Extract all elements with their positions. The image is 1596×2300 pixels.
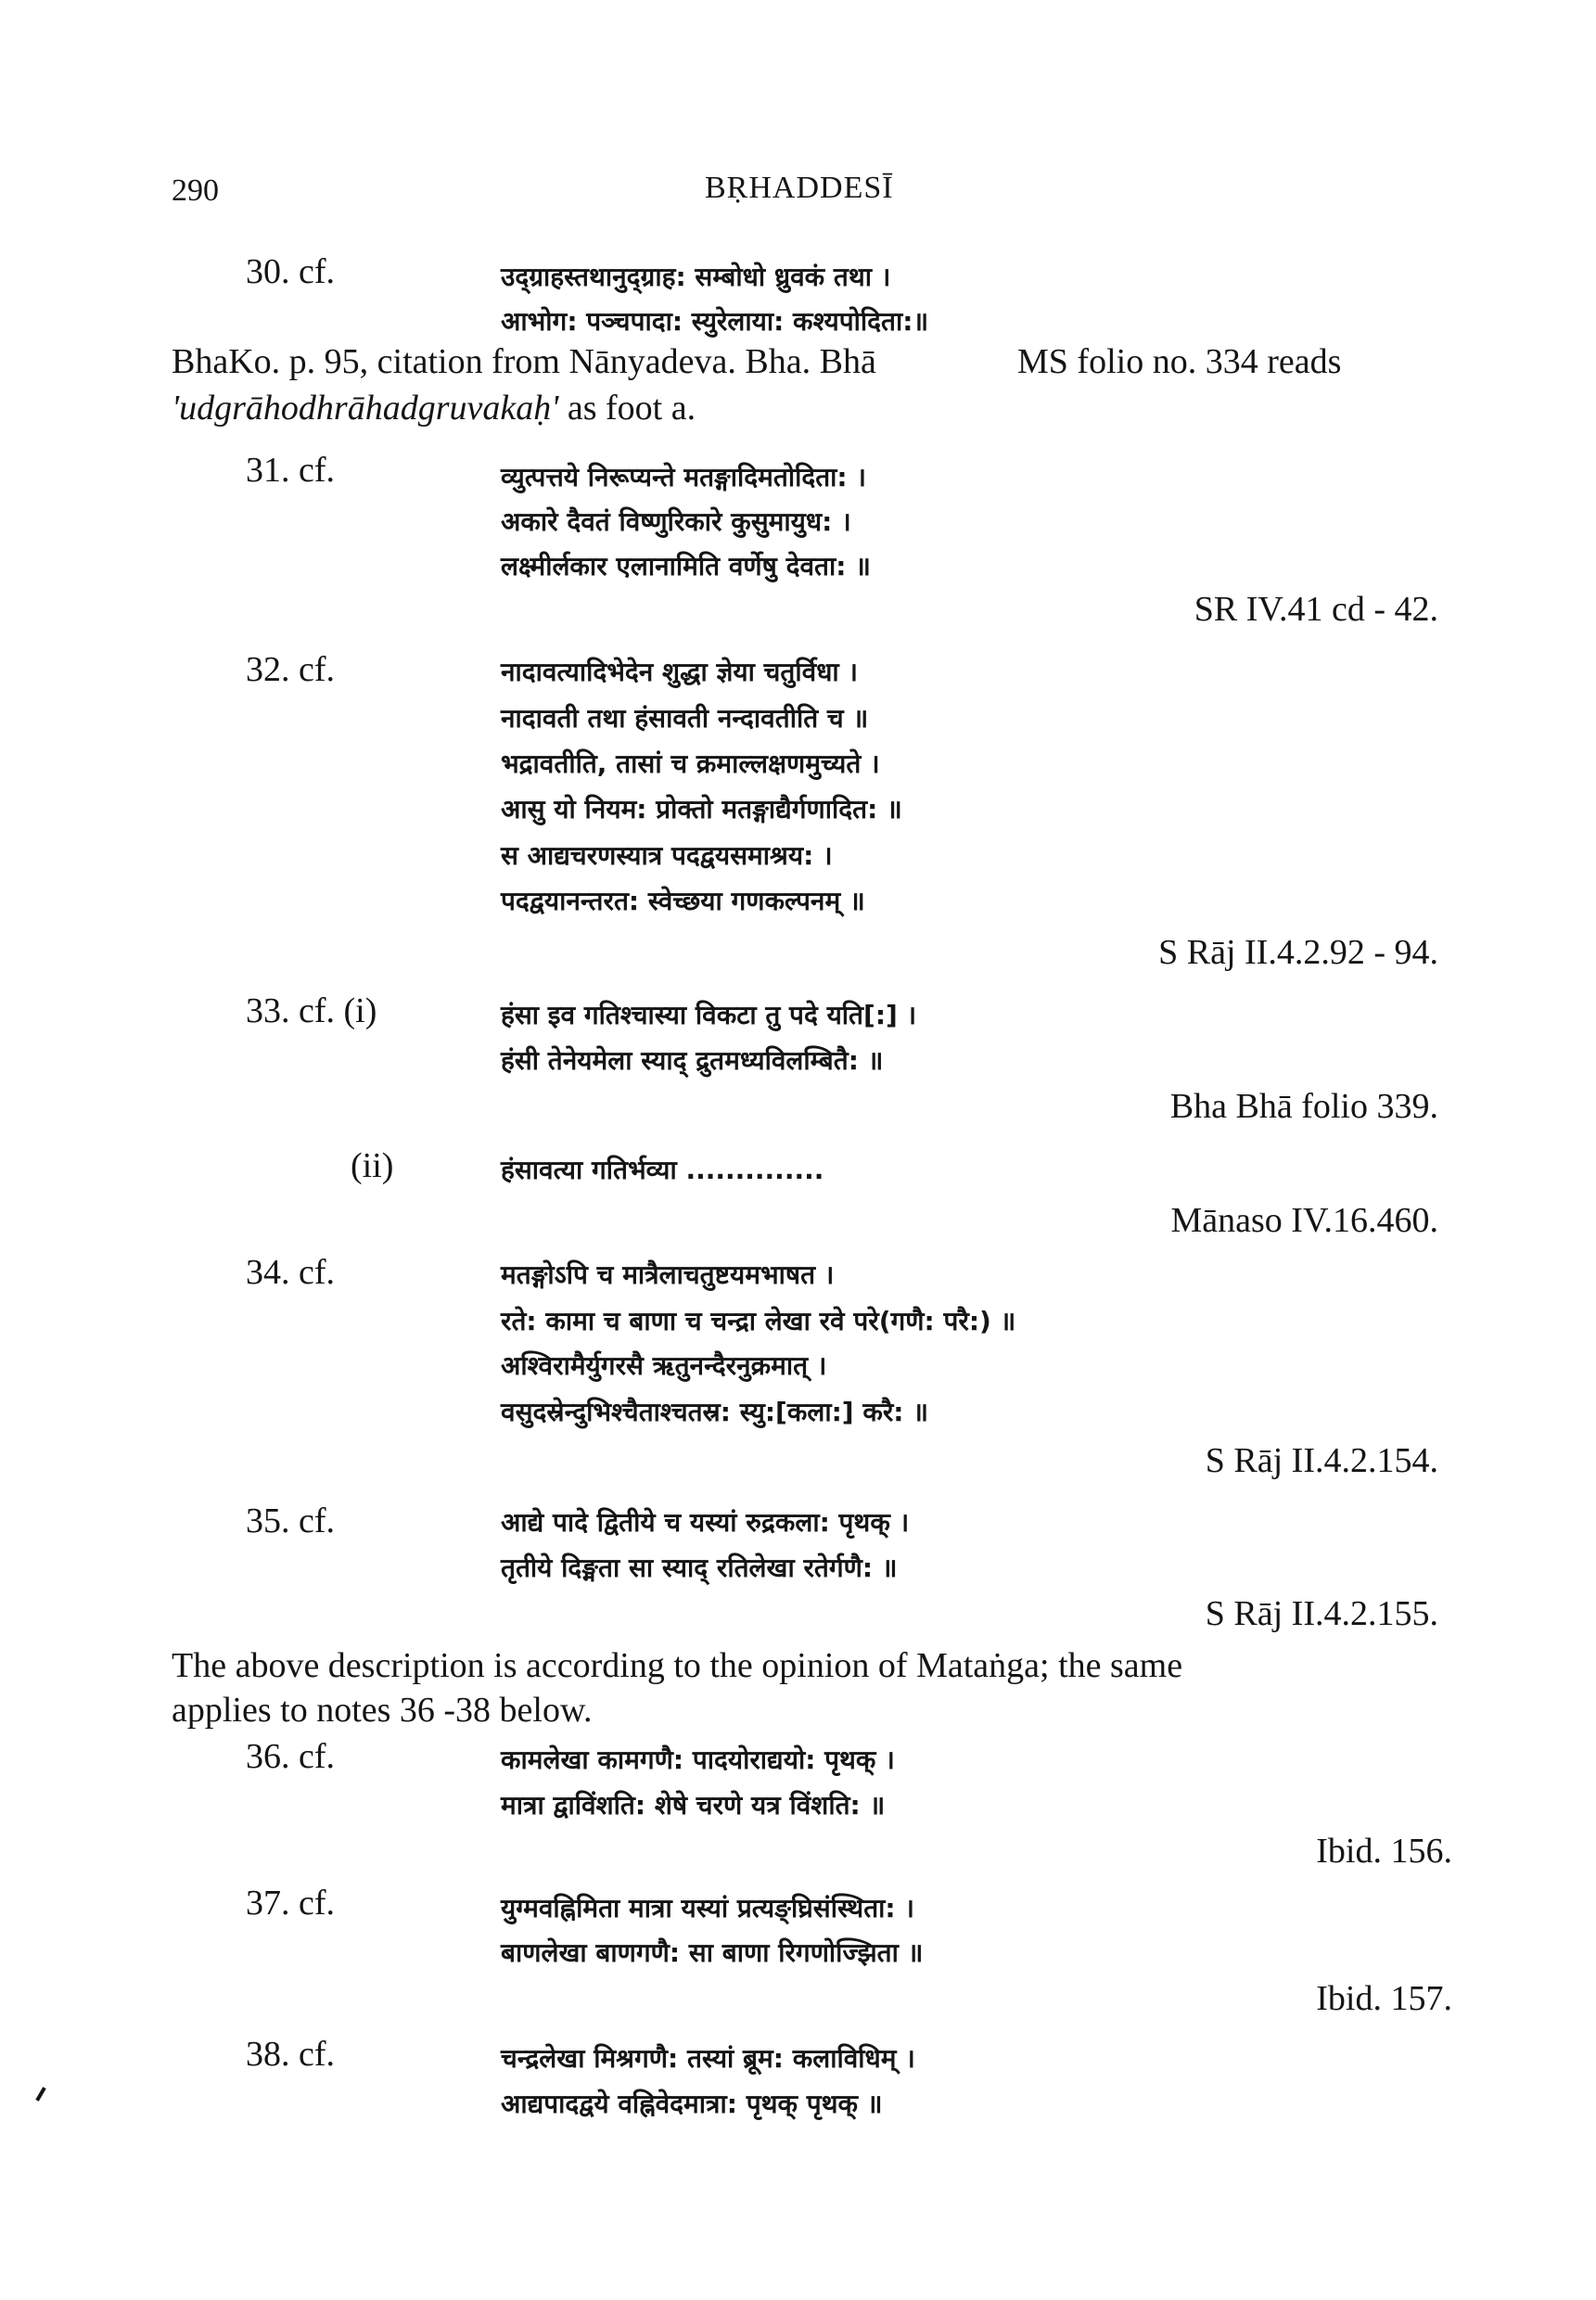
note-32-verse-line: आसु यो नियम: प्रोक्तो मतङ्गाद्यैर्गणादित: ॥ bbox=[501, 794, 902, 824]
note-37-verse-line: बाणलेखा बाणगणै: सा बाणा रिगणोज्झिता ॥ bbox=[501, 1937, 924, 1968]
note-38-number: 38. cf. bbox=[246, 2035, 336, 2074]
note-31-number: 31. cf. bbox=[246, 451, 336, 490]
note-32-verse-line: स आद्यचरणस्यात्र पदद्वयसमाश्रय: । bbox=[501, 840, 833, 871]
body-paragraph-line: The above description is according to the opinion of Mataṅga; the same bbox=[172, 1646, 1183, 1685]
note-33-reference: Mānaso IV.16.460. bbox=[1170, 1201, 1438, 1240]
note-35-number: 35. cf. bbox=[246, 1501, 336, 1540]
note-35-reference: S Rāj II.4.2.155. bbox=[1205, 1594, 1438, 1633]
note-30-commentary: MS folio no. 334 reads bbox=[1017, 342, 1342, 381]
note-34-verse-line: रते: कामा च बाणा च चन्द्रा लेखा रवे परे(गणै: परै:) ॥ bbox=[501, 1306, 1016, 1336]
note-33-number: 33. cf. (i) bbox=[246, 991, 377, 1030]
note-34-verse-line: वसुदस्रेन्दुभिश्चैताश्चतस्र: स्यु:[कला:] करै: ॥ bbox=[501, 1397, 928, 1427]
note-36-number: 36. cf. bbox=[246, 1737, 336, 1776]
note-36-reference: Ibid. 156. bbox=[1316, 1832, 1452, 1871]
note-32-verse-line: नादावत्यादिभेदेन शुद्धा ज्ञेया चतुर्विधा । bbox=[501, 657, 859, 687]
note-30-reading-suffix: as foot a. bbox=[558, 389, 696, 428]
note-30-number: 30. cf. bbox=[246, 252, 336, 291]
note-32-verse-line: नादावती तथा हंसावती नन्दावतीति च ॥ bbox=[501, 703, 869, 734]
note-31-verse-line: अकारे दैवतं विष्णुरिकारे कुसुमायुध: । bbox=[501, 506, 851, 537]
running-title: BṚHADDESĪ bbox=[705, 171, 894, 205]
note-32-number: 32. cf. bbox=[246, 650, 336, 689]
note-31-reference: SR IV.41 cd - 42. bbox=[1194, 590, 1438, 629]
note-31-verse-line: व्युत्पत्तये निरूप्यन्ते मतङ्गादिमतोदिता: । bbox=[501, 462, 866, 492]
note-34-number: 34. cf. bbox=[246, 1253, 336, 1292]
note-32-reference: S Rāj II.4.2.92 - 94. bbox=[1158, 933, 1438, 972]
note-32-verse-line: पदद्वयानन्तरत: स्वेच्छया गणकल्पनम् ॥ bbox=[501, 886, 865, 916]
note-37-reference: Ibid. 157. bbox=[1316, 1979, 1452, 2018]
note-30-commentary: BhaKo. p. 95, citation from Nānyadeva. Bha. Bhā bbox=[172, 342, 876, 381]
note-35-verse-line: तृतीये दिङ्मता सा स्याद् रतिलेखा रतेर्गणै: ॥ bbox=[501, 1552, 898, 1583]
note-38-verse-line: चन्द्रलेखा मिश्रगणै: तस्यां ब्रूम: कलाविधिम् । bbox=[501, 2043, 915, 2074]
note-33-sub-number: (ii) bbox=[351, 1146, 394, 1185]
note-30-verse-line: आभोग: पञ्चपादा: स्युरेलाया: कश्यपोदिता:॥ bbox=[501, 306, 929, 337]
note-30-commentary-reading bbox=[172, 388, 696, 428]
note-34-reference: S Rāj II.4.2.154. bbox=[1205, 1441, 1438, 1480]
note-35-verse-line: आद्ये पादे द्वितीये च यस्यां रुद्रकला: पृथक् । bbox=[501, 1507, 910, 1538]
note-33-verse-line: हंसी तेनेयमेला स्याद् द्रुतमध्यविलम्बितै: ॥ bbox=[501, 1045, 884, 1076]
note-31-verse-line: लक्ष्मीर्लकार एलानामिति वर्णेषु देवता: ॥ bbox=[501, 551, 871, 581]
body-paragraph-line: applies to notes 36 -38 below. bbox=[172, 1691, 593, 1730]
note-38-verse-line: आद्यपादद्वये वह्निवेदमात्रा: पृथक् पृथक् ॥ bbox=[501, 2089, 883, 2119]
note-37-number: 37. cf. bbox=[246, 1884, 336, 1923]
note-33-verse-line: हंसा इव गतिश्चास्या विकटा तु पदे यति[:] । bbox=[501, 1000, 917, 1030]
note-30-verse-line: उद्ग्राहस्तथानुद्ग्राह: सम्बोधो ध्रुवकं तथा । bbox=[501, 262, 891, 292]
note-30-reading-text: 'udgrāhodhrāhadgruvakaḥ' bbox=[172, 389, 559, 428]
page-number: 290 bbox=[172, 173, 219, 208]
note-33-verse-line: हंसावत्या गतिर्भव्या .............. bbox=[501, 1155, 824, 1185]
note-33-reference: Bha Bhā folio 339. bbox=[1169, 1087, 1438, 1126]
note-32-verse-line: भद्रावतीति, तासां च क्रमाल्लक्षणमुच्यते । bbox=[501, 748, 880, 779]
margin-mark bbox=[35, 2087, 45, 2102]
note-37-verse-line: युग्मवह्निमिता मात्रा यस्यां प्रत्यङ्घ्रिसंस्थिता: । bbox=[501, 1893, 914, 1923]
note-36-verse-line: मात्रा द्वाविंशति: शेषे चरणे यत्र विंशति: ॥ bbox=[501, 1790, 886, 1821]
note-34-verse-line: अश्विरामैर्युगरसै ऋतुनन्दैरनुक्रमात् । bbox=[501, 1350, 827, 1381]
note-36-verse-line: कामलेखा कामगणै: पादयोराद्ययो: पृथक् । bbox=[501, 1744, 895, 1775]
note-34-verse-line: मतङ्गोऽपि च मात्रैलाचतुष्टयमभाषत । bbox=[501, 1259, 835, 1290]
